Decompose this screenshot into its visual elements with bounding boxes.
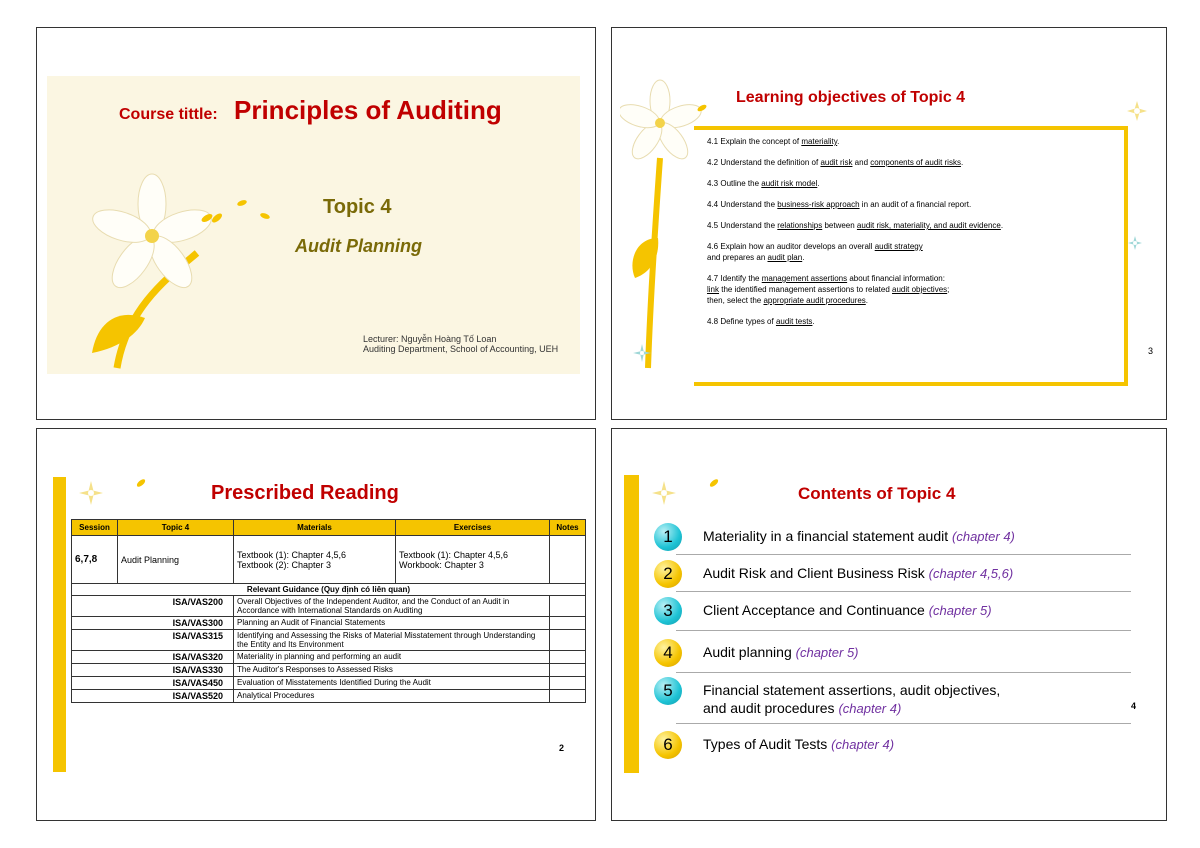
sparkle-decoration-icon xyxy=(71,473,161,513)
materials-cell: Textbook (1): Chapter 4,5,6 Textbook (2): Chapter 3 xyxy=(234,536,396,584)
topic-number: Topic 4 xyxy=(323,196,392,218)
number-bullet: 4 xyxy=(654,639,682,667)
course-title: Principles of Auditing xyxy=(234,95,502,125)
table-row xyxy=(72,664,586,677)
divider xyxy=(676,554,1131,555)
slide-title: Contents of Topic 4 xyxy=(798,484,956,503)
notes-cell xyxy=(550,630,586,651)
department-name: Auditing Department, School of Accounting, UEH xyxy=(363,344,559,354)
standard-code: ISA/VAS450 xyxy=(72,677,234,690)
guidance-heading: Relevant Guidance (Quy định có liên quan) xyxy=(72,584,586,596)
sparkle-decoration-icon xyxy=(644,473,734,513)
flower-decoration-icon xyxy=(57,158,227,373)
contents-item-text: Audit planning (chapter 5) xyxy=(703,644,859,660)
column-header: Materials xyxy=(234,520,396,536)
standard-code: ISA/VAS520 xyxy=(72,690,234,703)
table-header-row xyxy=(72,520,586,536)
notes-cell xyxy=(550,536,586,584)
standard-code: ISA/VAS200 xyxy=(72,596,234,617)
standard-code: ISA/VAS315 xyxy=(72,630,234,651)
notes-cell xyxy=(550,664,586,677)
accent-bar xyxy=(53,477,66,772)
lecturer-info xyxy=(363,334,558,354)
standard-description: Overall Objectives of the Independent Auditor, and the Conduct of an Audit in Accordance with International Standards on Auditing xyxy=(234,596,550,617)
session-cell: 6,7,8 xyxy=(72,536,118,584)
slide-2-objectives xyxy=(611,27,1167,420)
standard-code: ISA/VAS320 xyxy=(72,651,234,664)
divider xyxy=(676,630,1131,631)
course-title-label: Course tittle: xyxy=(119,106,218,123)
contents-item-text: Financial statement assertions, audit objectives, and audit procedures (chapter 4) xyxy=(703,682,1001,716)
slide-title: Learning objectives of Topic 4 xyxy=(736,89,966,106)
objective-item: 4.1 Explain the concept of materiality. xyxy=(707,137,840,146)
column-header: Notes xyxy=(550,520,586,536)
standard-code: ISA/VAS300 xyxy=(72,617,234,630)
objective-item: 4.8 Define types of audit tests. xyxy=(707,317,815,326)
contents-item xyxy=(654,560,1129,592)
guidance-row xyxy=(72,584,586,596)
column-header: Exercises xyxy=(396,520,550,536)
table-row xyxy=(72,651,586,664)
column-header: Session xyxy=(72,520,118,536)
contents-item xyxy=(654,597,1129,629)
divider xyxy=(676,591,1131,592)
objective-item: 4.5 Understand the relationships between audit risk, materiality, and audit evidence. xyxy=(707,221,1004,230)
objective-item: 4.7 Identify the management assertions about financial information: link the identified management assertions to related audit objectives; then, select the appropriate audit procedures. xyxy=(707,274,950,305)
column-header: Topic 4 xyxy=(118,520,234,536)
contents-item-text: Materiality in a financial statement audit (chapter 4) xyxy=(703,528,1015,544)
contents-item xyxy=(654,639,1129,671)
exercises-cell: Textbook (1): Chapter 4,5,6 Workbook: Chapter 3 xyxy=(396,536,550,584)
page-number: 2 xyxy=(559,743,565,753)
slide-title: Prescribed Reading xyxy=(211,482,399,504)
slide-3-reading xyxy=(36,428,596,821)
contents-item xyxy=(654,523,1129,555)
lecturer-name: Lecturer: Nguyễn Hoàng Tố Loan xyxy=(363,334,497,344)
contents-item xyxy=(654,677,1129,723)
objective-item: 4.3 Outline the audit risk model. xyxy=(707,179,820,188)
table-row xyxy=(72,690,586,703)
slide-4-contents xyxy=(611,428,1167,821)
standard-description: Materiality in planning and performing an audit xyxy=(234,651,550,664)
notes-cell xyxy=(550,596,586,617)
standard-code: ISA/VAS330 xyxy=(72,664,234,677)
contents-item-text: Client Acceptance and Continuance (chapter 5) xyxy=(703,602,992,618)
standard-description: The Auditor's Responses to Assessed Risks xyxy=(234,664,550,677)
contents-item-text: Types of Audit Tests (chapter 4) xyxy=(703,736,895,752)
notes-cell xyxy=(550,617,586,630)
contents-item xyxy=(654,731,1129,763)
table-row xyxy=(72,617,586,630)
reading-table xyxy=(71,519,586,703)
divider xyxy=(676,672,1131,673)
notes-cell xyxy=(550,690,586,703)
standard-description: Evaluation of Misstatements Identified During the Audit xyxy=(234,677,550,690)
number-bullet: 1 xyxy=(654,523,682,551)
number-bullet: 3 xyxy=(654,597,682,625)
accent-bar xyxy=(624,475,639,773)
table-row xyxy=(72,596,586,617)
number-bullet: 6 xyxy=(654,731,682,759)
number-bullet: 5 xyxy=(654,677,682,705)
objective-item: 4.6 Explain how an auditor develops an overall audit strategy and prepares an audit plan. xyxy=(707,242,923,262)
notes-cell xyxy=(550,677,586,690)
table-row xyxy=(72,630,586,651)
petal-decoration-icon xyxy=(207,188,277,233)
page-number: 4 xyxy=(1131,701,1137,711)
slide-1-title xyxy=(36,27,596,420)
table-row xyxy=(72,677,586,690)
objective-item: 4.2 Understand the definition of audit risk and components of audit risks. xyxy=(707,158,964,167)
objective-item: 4.4 Understand the business-risk approach in an audit of a financial report. xyxy=(707,200,972,209)
objectives-list xyxy=(707,136,1117,337)
notes-cell xyxy=(550,651,586,664)
standard-description: Identifying and Assessing the Risks of Material Misstatement through Understanding the Entity and Its Environment xyxy=(234,630,550,651)
number-bullet: 2 xyxy=(654,560,682,588)
topic-subtitle: Audit Planning xyxy=(295,236,422,256)
page-number: 3 xyxy=(1148,346,1154,356)
standard-description: Analytical Procedures xyxy=(234,690,550,703)
topic-cell: Audit Planning xyxy=(118,536,234,584)
contents-item-text: Audit Risk and Client Business Risk (chapter 4,5,6) xyxy=(703,565,1014,581)
table-row xyxy=(72,536,586,584)
standard-description: Planning an Audit of Financial Statements xyxy=(234,617,550,630)
divider xyxy=(676,723,1131,724)
